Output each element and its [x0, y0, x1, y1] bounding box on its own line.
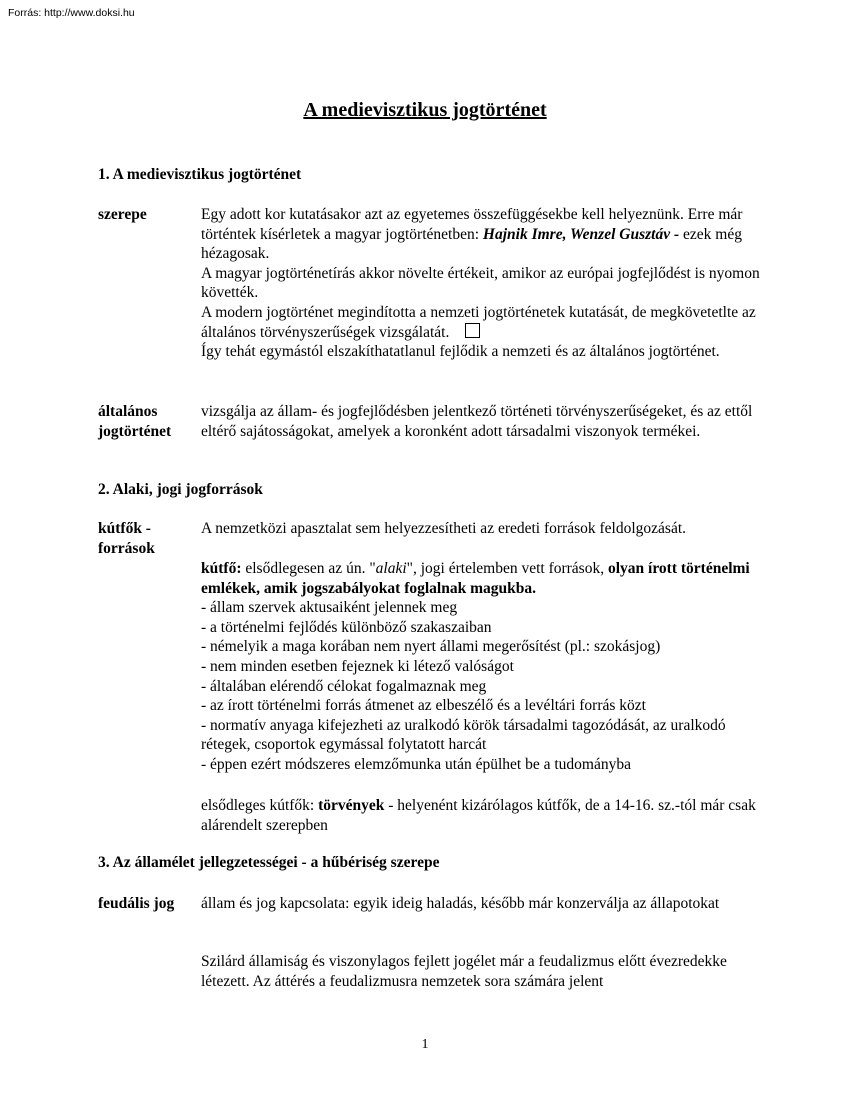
elsodleges-text-b: - helyenént kizárólagos kútfők, de a 14-16. sz.-tól már csak alárendelt szerepben [201, 797, 756, 834]
szerepe-p1-start: Egy adott kor kutatásakor azt az egyetemes összefüggésekbe kell helyeznünk. Erre már történtek kísérletek a magyar jogtörténetben: [201, 206, 743, 243]
bullet-item: - némelyik a maga korában nem nyert állami megerősítést (pl.: szokásjog) [201, 638, 661, 656]
feudalis-paragraph-1: állam és jog kapcsolata: egyik ideig haladás, később már konzerválja az állapotokat [201, 895, 720, 912]
bullet-item: - a történelmi fejlődés különböző szakaszaiban [201, 618, 492, 636]
page-title: A medievisztikus jogtörténet [303, 99, 547, 121]
section-3-heading: 3. Az államélet jellegzetességei - a hűbériség szerepe [98, 854, 440, 871]
szerepe-paragraph-1 [201, 205, 761, 264]
kutfo-bold: olyan írott történelmi emlékek, amik jogszabályokat foglalnak magukba. [201, 560, 750, 597]
elsodleges-bold: törvények [318, 797, 385, 814]
elsodleges-text-a: elsődleges kútfők: [201, 797, 319, 814]
elsodleges-paragraph [201, 796, 761, 835]
section-2-heading: 2. Alaki, jogi jogforrások [98, 481, 263, 498]
bullet-item: - éppen ezért módszeres elemzőmunka után épülhet be a tudományba [201, 755, 631, 773]
bullet-item: - állam szervek aktusaiként jelennek meg [201, 599, 458, 617]
checkbox-icon [465, 323, 480, 338]
szerepe-p1-end: ezek még hézagosak. [201, 225, 742, 263]
kutfo-text-a: elsődlegesen az ún. " [241, 560, 376, 577]
source-line: Forrás: http://www.doksi.hu [8, 7, 135, 19]
bullet-item: - nem minden esetben fejeznek ki létező valóságot [201, 657, 514, 675]
szerepe-text [201, 205, 761, 362]
term-feudalis-jog: feudális jog [98, 895, 175, 912]
bullet-item: - normatív anyaga kifejezheti az uralkodó körök társadalmi tagozódását, az uralkodó rétegek, csoportok egymással folytatott harcát [201, 716, 726, 754]
kutfo-text-b: ", jogi értelemben vett források, [406, 560, 608, 577]
szerepe-paragraph-2: A magyar jogtörténetírás akkor növelte értékeit, amikor az európai jogfejlődést is nyomon követték. [201, 264, 760, 302]
szerepe-paragraph-4: Így tehát egymástól elszakíthatatlanul fejlődik a nemzeti és az általános jogtörténet. [201, 343, 720, 361]
term-kutfok-forrasok: kútfők - források [98, 520, 155, 557]
kutfo-label: kútfő: [201, 560, 242, 577]
szerepe-paragraph-3 [201, 303, 761, 342]
kutfo-definition [201, 559, 761, 598]
feudalis-paragraph-2: Szilárd államiság és viszonylagos fejlett jogélet már a feudalizmus előtt évezredekke létezett. Az áttérés a feudalizmusra nemzetek sora számára jelent [201, 953, 727, 990]
szerepe-p3-text: A modern jogtörténet megindította a nemzeti jogtörténetek kutatását, de megkövetetlte az általános törvényszerűségek vizsgálatát. [201, 303, 756, 341]
section-1-heading: 1. A medievisztikus jogtörténet [98, 166, 302, 183]
altalanos-text: vizsgálja az állam- és jogfejlődésben jelentkező történeti törvényszerűségeket, és az ettől eltérő sajátosságokat, amelyek a koronként adott társadalmi viszonyok termékei. [201, 403, 753, 440]
term-altalanos-jogtortenet: általános jogtörténet [98, 403, 172, 440]
author-names: Hajnik Imre, Wenzel Gusztáv - [482, 225, 680, 243]
kutfok-intro: A nemzetközi apasztalat sem helyezzesítheti az eredeti források feldolgozását. [201, 520, 687, 537]
page-number: 1 [421, 1037, 429, 1052]
term-szerepe: szerepe [98, 206, 147, 223]
kutfo-block [201, 559, 761, 775]
kutfo-alaki: alaki [375, 560, 407, 577]
elsodleges-kutfok [201, 796, 761, 835]
bullet-item: - az írott történelmi forrás átmenet az elbeszélő és a levéltári forrás közt [201, 697, 646, 715]
bullet-item: - általában elérendő célokat fogalmaznak meg [201, 677, 487, 695]
